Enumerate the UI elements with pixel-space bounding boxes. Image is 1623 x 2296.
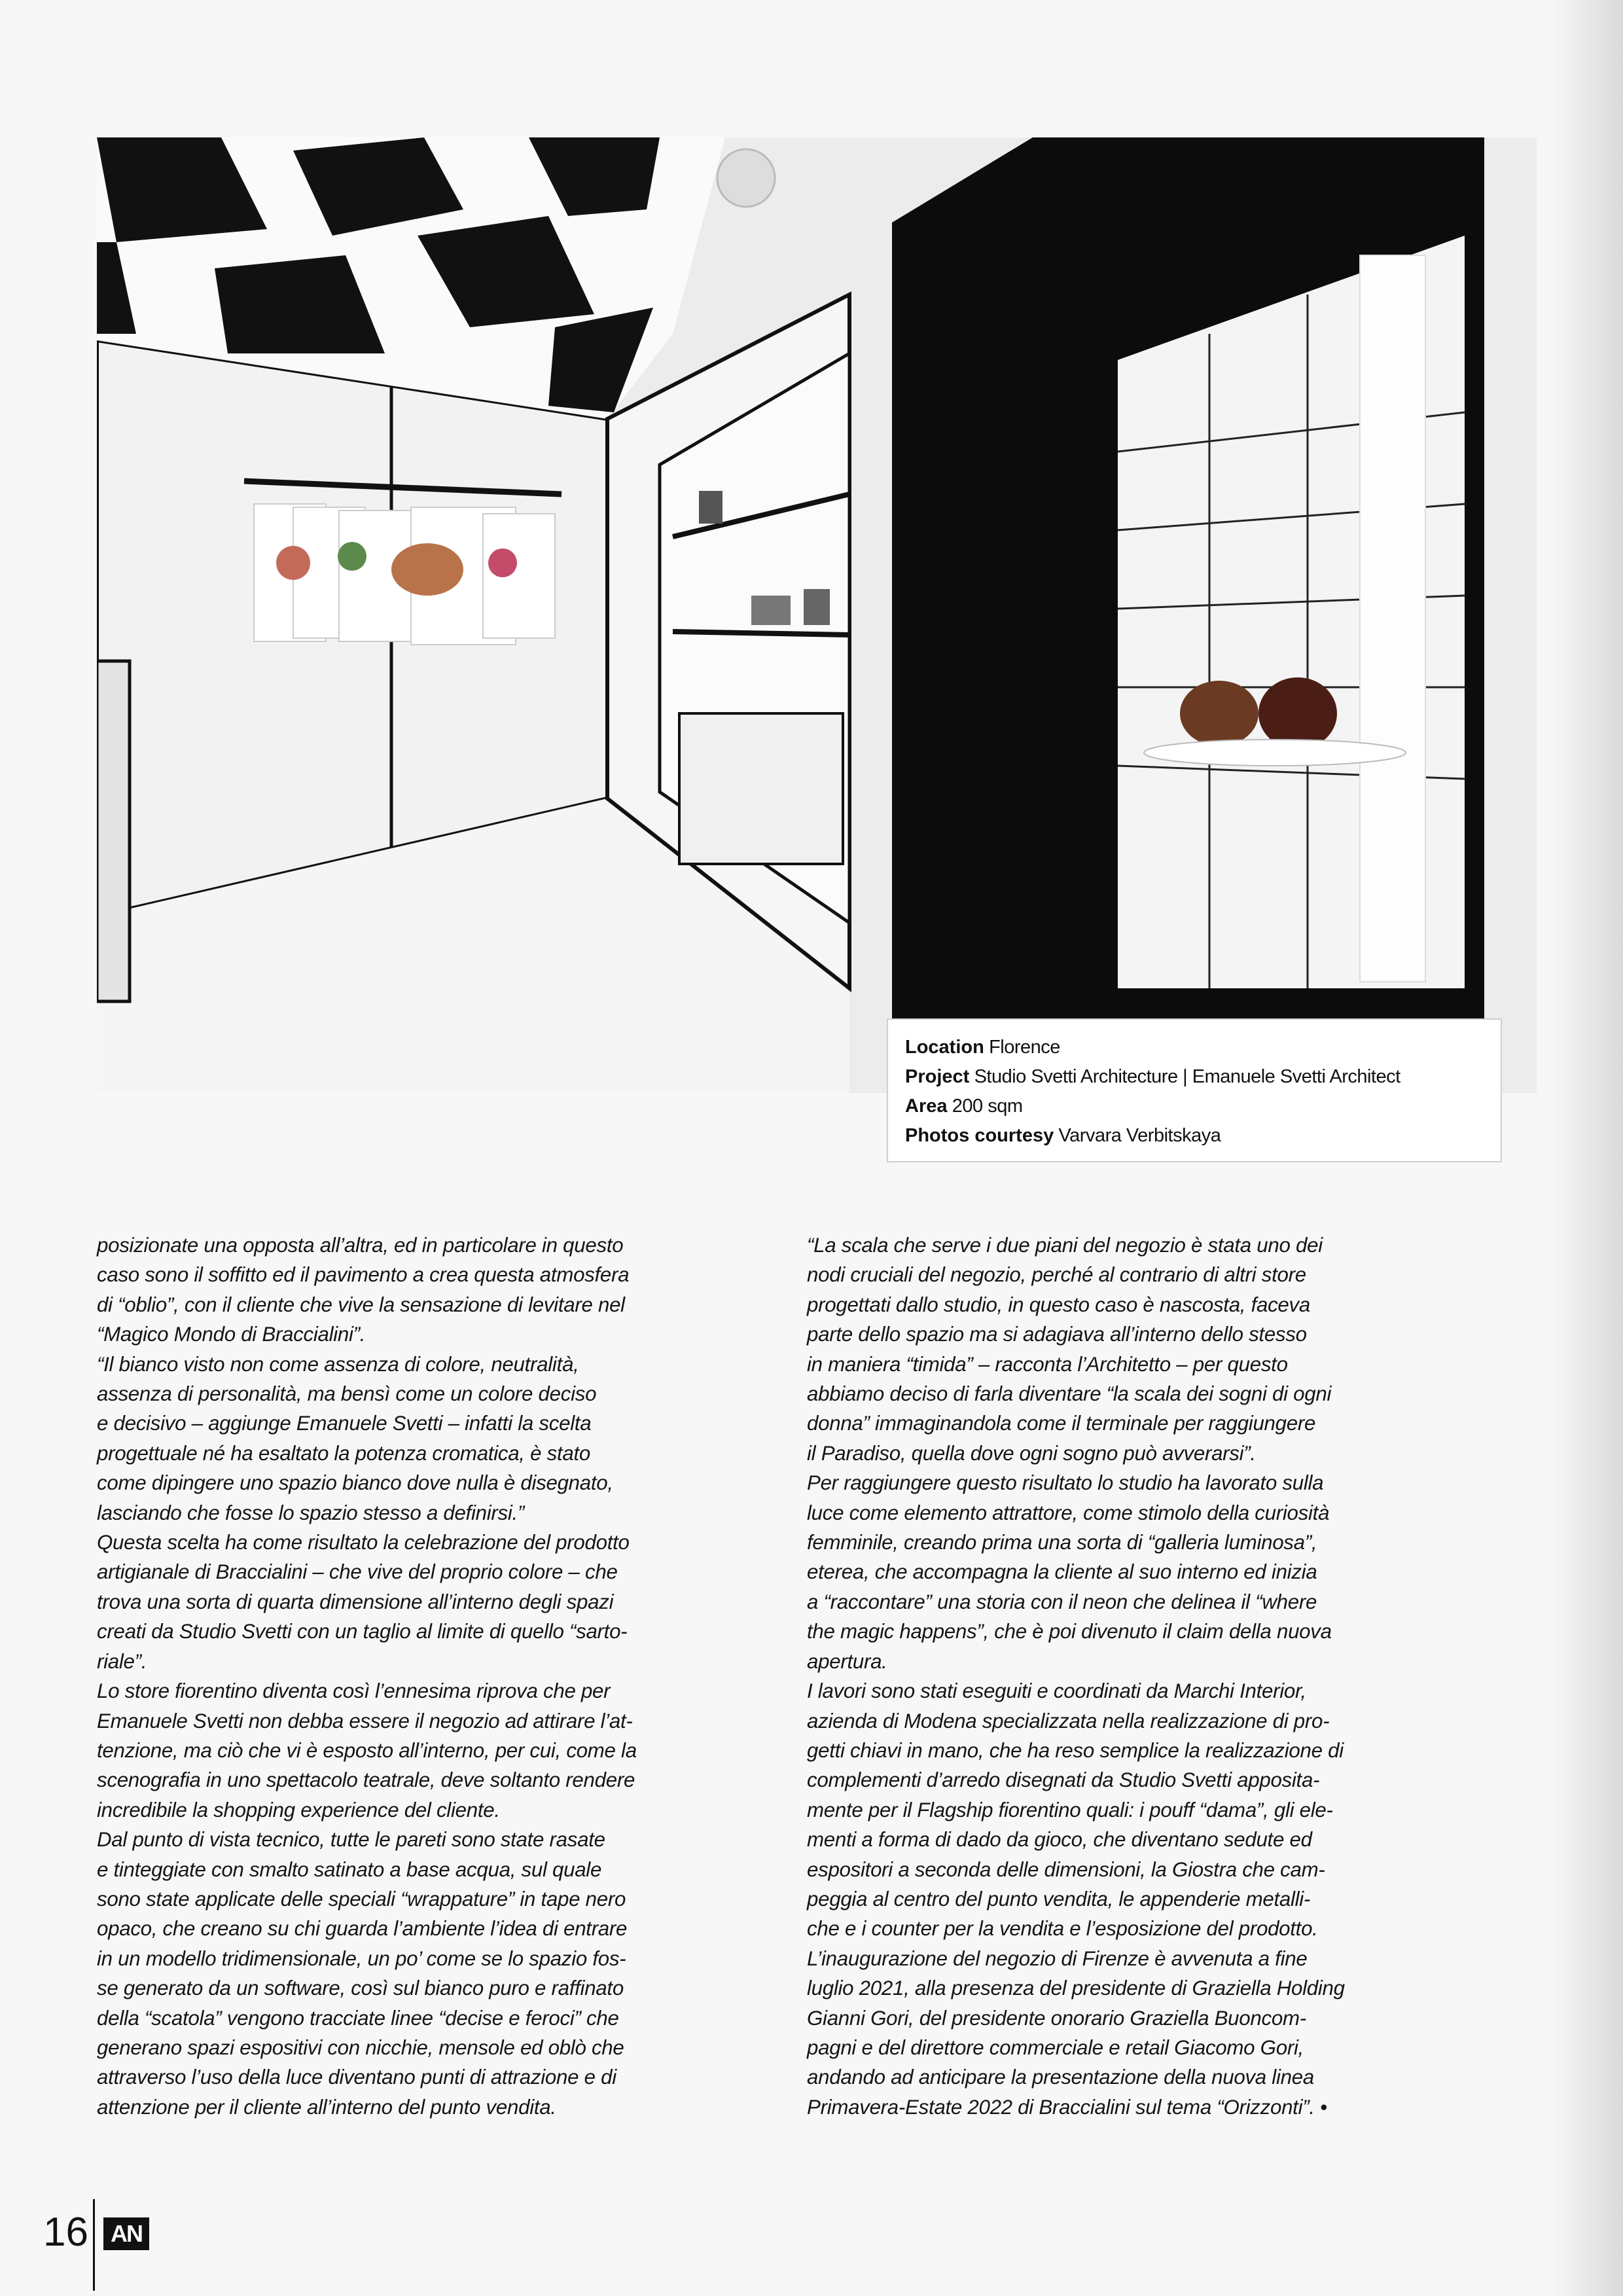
text-line: the magic happens”, che è poi divenuto il claim della nuova: [807, 1620, 1332, 1643]
text-line: Dal punto di vista tecnico, tutte le pareti sono state rasate: [97, 1828, 605, 1852]
text-line: progettuale né ha esaltato la potenza cromatica, è stato: [97, 1441, 590, 1465]
text-line: donna” immaginandola come il terminale per raggiungere: [807, 1412, 1316, 1435]
text-line: complementi d’arredo disegnati da Studio Svetti apposita-: [807, 1768, 1320, 1792]
text-line: caso sono il soffitto ed il pavimento a crea questa atmosfera: [97, 1263, 630, 1287]
page-number: 16: [43, 2210, 88, 2255]
text-line: femminile, creando prima una sorta di “galleria luminosa”,: [807, 1531, 1317, 1554]
text-line: assenza di personalità, ma bensì come un colore deciso: [97, 1382, 597, 1406]
text-line: “Magico Mondo di Braccialini”.: [97, 1323, 366, 1346]
text-line: azienda di Modena specializzata nella realizzazione di pro-: [807, 1709, 1330, 1732]
text-line: scenografia in uno spettacolo teatrale, deve soltanto rendere: [97, 1768, 635, 1792]
text-line: getti chiavi in mano, che ha reso semplice la realizzazione di: [807, 1738, 1344, 1762]
text-line: pagni e del direttore commerciale e retail Giacomo Gori,: [807, 2036, 1304, 2059]
project-label: Project: [905, 1066, 970, 1087]
text-line: artigianale di Braccialini – che vive del proprio colore – che: [97, 1560, 618, 1584]
text-line: che e i counter per la vendita e l’esposizione del prodotto.: [807, 1917, 1318, 1941]
text-line: apertura.: [807, 1649, 887, 1673]
text-line: tenzione, ma ciò che vi è esposto all’interno, per cui, come la: [97, 1738, 637, 1762]
text-line: come dipingere uno spazio bianco dove nulla è disegnato,: [97, 1471, 613, 1495]
text-line: attraverso l’uso della luce diventano punti di attrazione e di: [97, 2066, 616, 2089]
photos-label: Photos courtesy: [905, 1125, 1054, 1146]
photos-row: [905, 1121, 1484, 1151]
text-line: I lavori sono stati eseguiti e coordinati da Marchi Interior,: [807, 1679, 1306, 1703]
text-line: in un modello tridimensionale, un po’ come se lo spazio fos-: [97, 1946, 626, 1970]
text-line: andando ad anticipare la presentazione della nuova linea: [807, 2066, 1314, 2089]
text-line: “Il bianco visto non come assenza di colore, neutralità,: [97, 1352, 579, 1376]
page-edge-shadow: [1551, 0, 1623, 2296]
text-line: in maniera “timida” – racconta l’Architetto – per questo: [807, 1352, 1288, 1376]
location-row: [905, 1033, 1484, 1062]
footer-divider: [93, 2199, 95, 2291]
project-value: Studio Svetti Architecture | Emanuele Svetti Architect: [974, 1066, 1400, 1087]
text-line: Lo store fiorentino diventa così l’ennesima riprova che per: [97, 1679, 611, 1703]
text-line: e decisivo – aggiunge Emanuele Svetti – infatti la scelta: [97, 1412, 592, 1435]
magazine-logo: AN: [103, 2217, 149, 2250]
text-line: parte dello spazio ma si adagiava all’interno dello stesso: [807, 1323, 1307, 1346]
text-line: sono state applicate delle speciali “wrappature” in tape nero: [97, 1887, 626, 1910]
location-value: Florence: [989, 1037, 1060, 1058]
text-line: incredibile la shopping experience del cliente.: [97, 1798, 500, 1821]
project-row: [905, 1062, 1484, 1092]
text-line: Primavera-Estate 2022 di Braccialini sul tema “Orizzonti”. •: [807, 2095, 1327, 2119]
text-line: trova una sorta di quarta dimensione all’interno degli spazi: [97, 1590, 614, 1613]
text-line: opaco, che creano su chi guarda l’ambiente l’idea di entrare: [97, 1917, 628, 1941]
text-line: nodi cruciali del negozio, perché al contrario di altri store: [807, 1263, 1306, 1287]
text-line: mente per il Flagship fiorentino quali: i pouff “dama”, gli ele-: [807, 1798, 1333, 1821]
text-line: menti a forma di dado da gioco, che diventano sedute ed: [807, 1828, 1312, 1852]
article-column-left: [97, 1230, 777, 2122]
text-line: progettati dallo studio, in questo caso è nascosta, faceva: [807, 1293, 1310, 1316]
text-line: eterea, che accompagna la cliente al suo interno ed inizia: [807, 1560, 1317, 1584]
text-line: L’inaugurazione del negozio di Firenze è avvenuta a fine: [807, 1946, 1308, 1970]
article-column-right: [807, 1230, 1488, 2122]
text-line: abbiamo deciso di farla diventare “la scala dei sogni di ogni: [807, 1382, 1332, 1406]
location-label: Location: [905, 1037, 984, 1058]
text-line: e tinteggiate con smalto satinato a base acqua, sul quale: [97, 1857, 602, 1881]
text-line: luce come elemento attrattore, come stimolo della curiosità: [807, 1501, 1330, 1524]
text-line: attenzione per il cliente all’interno del punto vendita.: [97, 2095, 556, 2119]
text-line: della “scatola” vengono tracciate linee “decise e feroci” che: [97, 2006, 619, 2030]
text-line: se generato da un software, così sul bianco puro e raffinato: [97, 1977, 624, 2000]
text-line: di “oblio”, con il cliente che vive la sensazione di levitare nel: [97, 1293, 625, 1316]
text-line: Questa scelta ha come risultato la celebrazione del prodotto: [97, 1531, 630, 1554]
text-line: Gianni Gori, del presidente onorario Graziella Buoncom-: [807, 2006, 1306, 2030]
area-value: 200 sqm: [952, 1096, 1023, 1117]
text-line: il Paradiso, quella dove ogni sogno può avverarsi”.: [807, 1441, 1256, 1465]
text-line: posizionate una opposta all’altra, ed in particolare in questo: [97, 1234, 624, 1257]
text-line: Emanuele Svetti non debba essere il negozio ad attirare l’at-: [97, 1709, 633, 1732]
text-line: a “raccontare” una storia con il neon che delinea il “where: [807, 1590, 1317, 1613]
text-line: riale”.: [97, 1649, 147, 1673]
area-label: Area: [905, 1096, 948, 1117]
text-line: luglio 2021, alla presenza del presidente di Graziella Holding: [807, 1977, 1345, 2000]
text-line: espositori a seconda delle dimensioni, la Giostra che cam-: [807, 1857, 1325, 1881]
photos-value: Varvara Verbitskaya: [1058, 1125, 1221, 1146]
text-line: “La scala che serve i due piani del negozio è stata uno dei: [807, 1234, 1323, 1257]
store-interior-photo: [97, 137, 1537, 1093]
photo-illustration: [97, 137, 1537, 1093]
project-info-box: [887, 1018, 1502, 1162]
text-line: generano spazi espositivi con nicchie, mensole ed oblò che: [97, 2036, 624, 2059]
text-line: lasciando che fosse lo spazio stesso a definirsi.”: [97, 1501, 525, 1524]
area-row: [905, 1092, 1484, 1121]
text-line: peggia al centro del punto vendita, le appenderie metalli-: [807, 1887, 1311, 1910]
text-line: Per raggiungere questo risultato lo studio ha lavorato sulla: [807, 1471, 1324, 1495]
text-line: creati da Studio Svetti con un taglio al limite di quello “sarto-: [97, 1620, 628, 1643]
